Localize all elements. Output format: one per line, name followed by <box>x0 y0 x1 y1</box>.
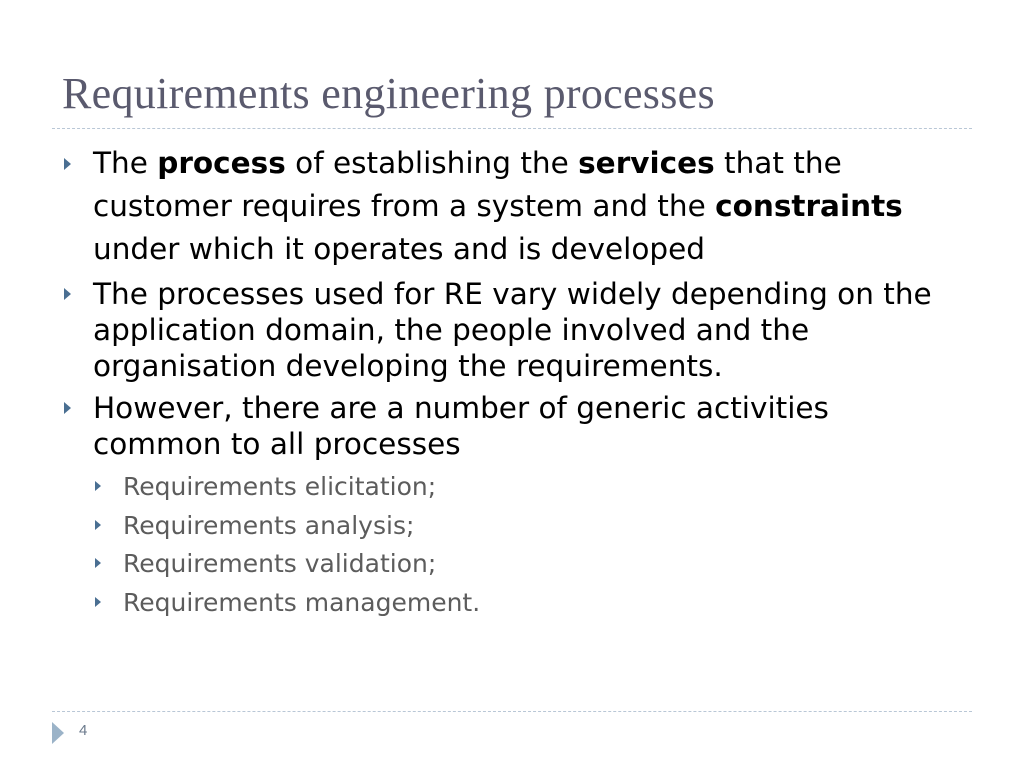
sub-bullet-text: Requirements elicitation; <box>123 472 437 501</box>
sub-bullet-list <box>62 468 962 622</box>
bullet-text <box>93 146 903 266</box>
bullet-item <box>62 276 962 384</box>
footer-triangle-icon <box>52 722 64 744</box>
bullet-text: However, there are a number of generic activities common to all processes <box>93 391 829 461</box>
sub-bullet-item <box>62 507 962 546</box>
slide-content <box>62 142 962 622</box>
bullet-text-segment: that the customer requires from a system and the <box>93 146 842 223</box>
sub-bullet-item <box>62 584 962 623</box>
bullet-text-segment: under which it operates and is developed <box>93 232 705 266</box>
footer-divider <box>52 711 972 712</box>
sub-bullet-arrow-icon <box>95 520 101 530</box>
sub-bullet-text: Requirements analysis; <box>123 510 415 540</box>
bullet-item <box>62 390 962 462</box>
bullet-arrow-icon <box>64 158 71 170</box>
sub-bullet-arrow-icon <box>95 481 101 491</box>
bullet-bold-term: process <box>157 146 286 180</box>
page-number: 4 <box>79 722 88 739</box>
bullet-arrow-icon <box>64 402 71 414</box>
bullet-text-segment: The <box>93 146 158 180</box>
sub-bullet-item <box>62 468 962 507</box>
sub-bullet-text: Requirements management. <box>123 587 481 617</box>
sub-bullet-item <box>62 545 962 584</box>
sub-bullet-arrow-icon <box>95 558 101 568</box>
bullet-text: The processes used for RE vary widely depending on the application domain, the people involved and the organisation developing the requirements. <box>93 277 932 383</box>
sub-bullet-text: Requirements validation; <box>123 549 437 578</box>
bullet-item <box>62 142 962 271</box>
bullet-text-segment: of establishing the <box>285 146 579 180</box>
sub-bullet-arrow-icon <box>95 597 101 607</box>
bullet-arrow-icon <box>64 288 71 300</box>
title-divider <box>52 128 972 129</box>
bullet-bold-term: services <box>578 146 715 180</box>
bullet-bold-term: constraints <box>715 189 903 223</box>
slide-title: Requirements engineering processes <box>62 69 715 118</box>
